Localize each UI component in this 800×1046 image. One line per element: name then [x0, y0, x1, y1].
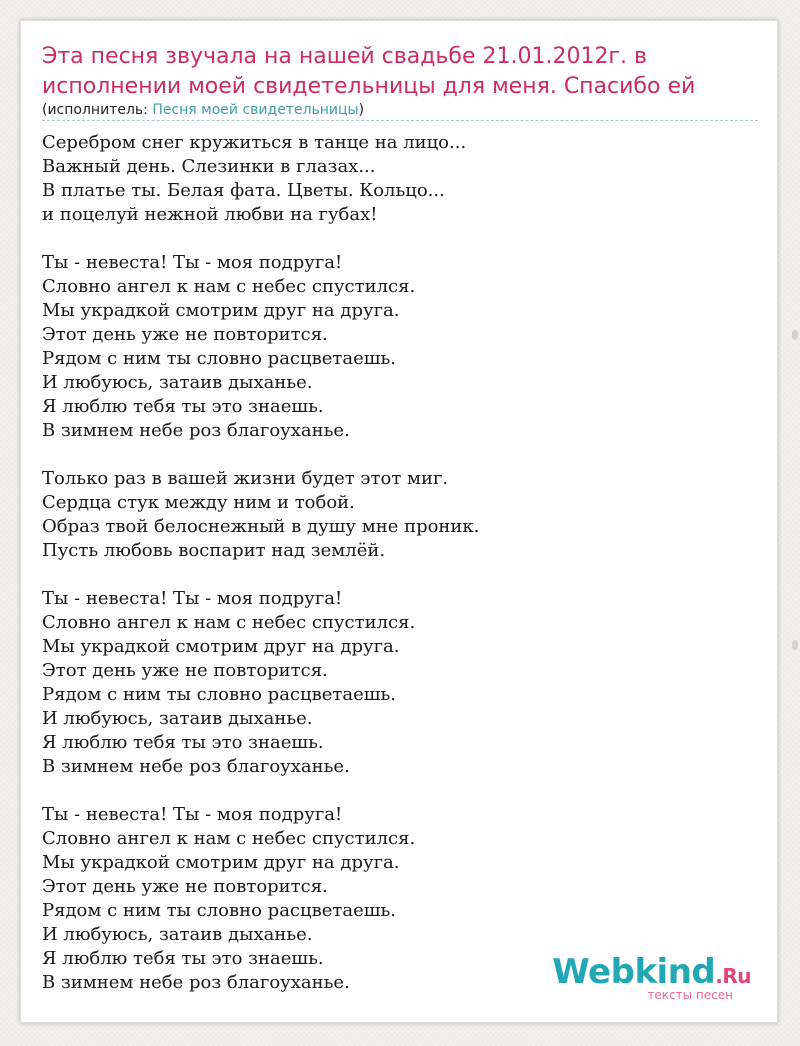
- lyric-line: Важный день. Слезинки в глазах...: [42, 156, 376, 177]
- lyric-line: Ты - невеста! Ты - моя подруга!: [42, 804, 343, 825]
- page-edge-mark: [792, 330, 798, 340]
- lyric-line: Я люблю тебя ты это знаешь.: [42, 732, 324, 753]
- lyrics-stanza: [42, 587, 758, 779]
- page-title: Эта песня звучала на нашей свадьбе 21.01.2012г. в исполнении моей свидетельницы для меня. Спасибо ей: [42, 44, 696, 99]
- lyric-line: Пусть любовь воспарит над землёй.: [42, 540, 386, 561]
- lyric-line: В зимнем небе роз благоуханье.: [42, 972, 350, 993]
- lyric-line: Ты - невеста! Ты - моя подруга!: [42, 252, 343, 273]
- lyric-line: Этот день уже не повторится.: [42, 324, 328, 345]
- lyric-line: И любуюсь, затаив дыханье.: [42, 924, 313, 945]
- lyric-line: И любуюсь, затаив дыханье.: [42, 708, 313, 729]
- header-divider: [42, 120, 758, 121]
- lyrics-stanza: [42, 467, 758, 563]
- lyric-line: и поцелуй нежной любви на губах!: [42, 204, 378, 225]
- lyric-line: Словно ангел к нам с небес спустился.: [42, 612, 416, 633]
- page-edge-mark: [792, 640, 798, 650]
- lyric-line: Сердца стук между ним и тобой.: [42, 492, 355, 513]
- lyric-line: И любуюсь, затаив дыханье.: [42, 372, 313, 393]
- logo-tagline: тексты песен: [647, 988, 733, 1002]
- artist-prefix: (исполнитель:: [42, 102, 153, 118]
- logo-tld: .Ru: [715, 964, 751, 988]
- lyrics-body: [42, 131, 758, 1019]
- lyric-line: Этот день уже не повторится.: [42, 876, 328, 897]
- lyric-line: Мы украдкой смотрим друг на друга.: [42, 636, 400, 657]
- lyric-line: Я люблю тебя ты это знаешь.: [42, 948, 324, 969]
- lyric-line: В зимнем небе роз благоуханье.: [42, 756, 350, 777]
- lyric-line: Рядом с ним ты словно расцветаешь.: [42, 900, 396, 921]
- lyric-line: Серебром снег кружиться в танце на лицо...: [42, 132, 467, 153]
- lyric-line: Мы украдкой смотрим друг на друга.: [42, 852, 400, 873]
- artist-byline: [42, 100, 364, 120]
- lyric-line: Только раз в вашей жизни будет этот миг.: [42, 468, 449, 489]
- artist-suffix: ): [358, 102, 365, 118]
- lyrics-stanza: [42, 251, 758, 443]
- lyric-line: Образ твой белоснежный в душу мне проник.: [42, 516, 480, 537]
- lyric-line: В платье ты. Белая фата. Цветы. Кольцо...: [42, 180, 445, 201]
- lyric-line: Рядом с ним ты словно расцветаешь.: [42, 684, 396, 705]
- lyric-line: В зимнем небе роз благоуханье.: [42, 420, 350, 441]
- lyrics-stanza: [42, 131, 758, 227]
- lyrics-card: [20, 20, 778, 1023]
- artist-link[interactable]: Песня моей свидетельницы: [152, 102, 359, 118]
- lyric-line: Рядом с ним ты словно расцветаешь.: [42, 348, 396, 369]
- lyric-line: Мы украдкой смотрим друг на друга.: [42, 300, 400, 321]
- logo-name: Webkind: [552, 952, 716, 992]
- lyric-line: Этот день уже не повторится.: [42, 660, 328, 681]
- lyric-line: Ты - невеста! Ты - моя подруга!: [42, 588, 343, 609]
- site-logo[interactable]: [552, 954, 751, 1002]
- lyric-line: Я люблю тебя ты это знаешь.: [42, 396, 324, 417]
- lyric-line: Словно ангел к нам с небес спустился.: [42, 276, 416, 297]
- lyric-line: Словно ангел к нам с небес спустился.: [42, 828, 416, 849]
